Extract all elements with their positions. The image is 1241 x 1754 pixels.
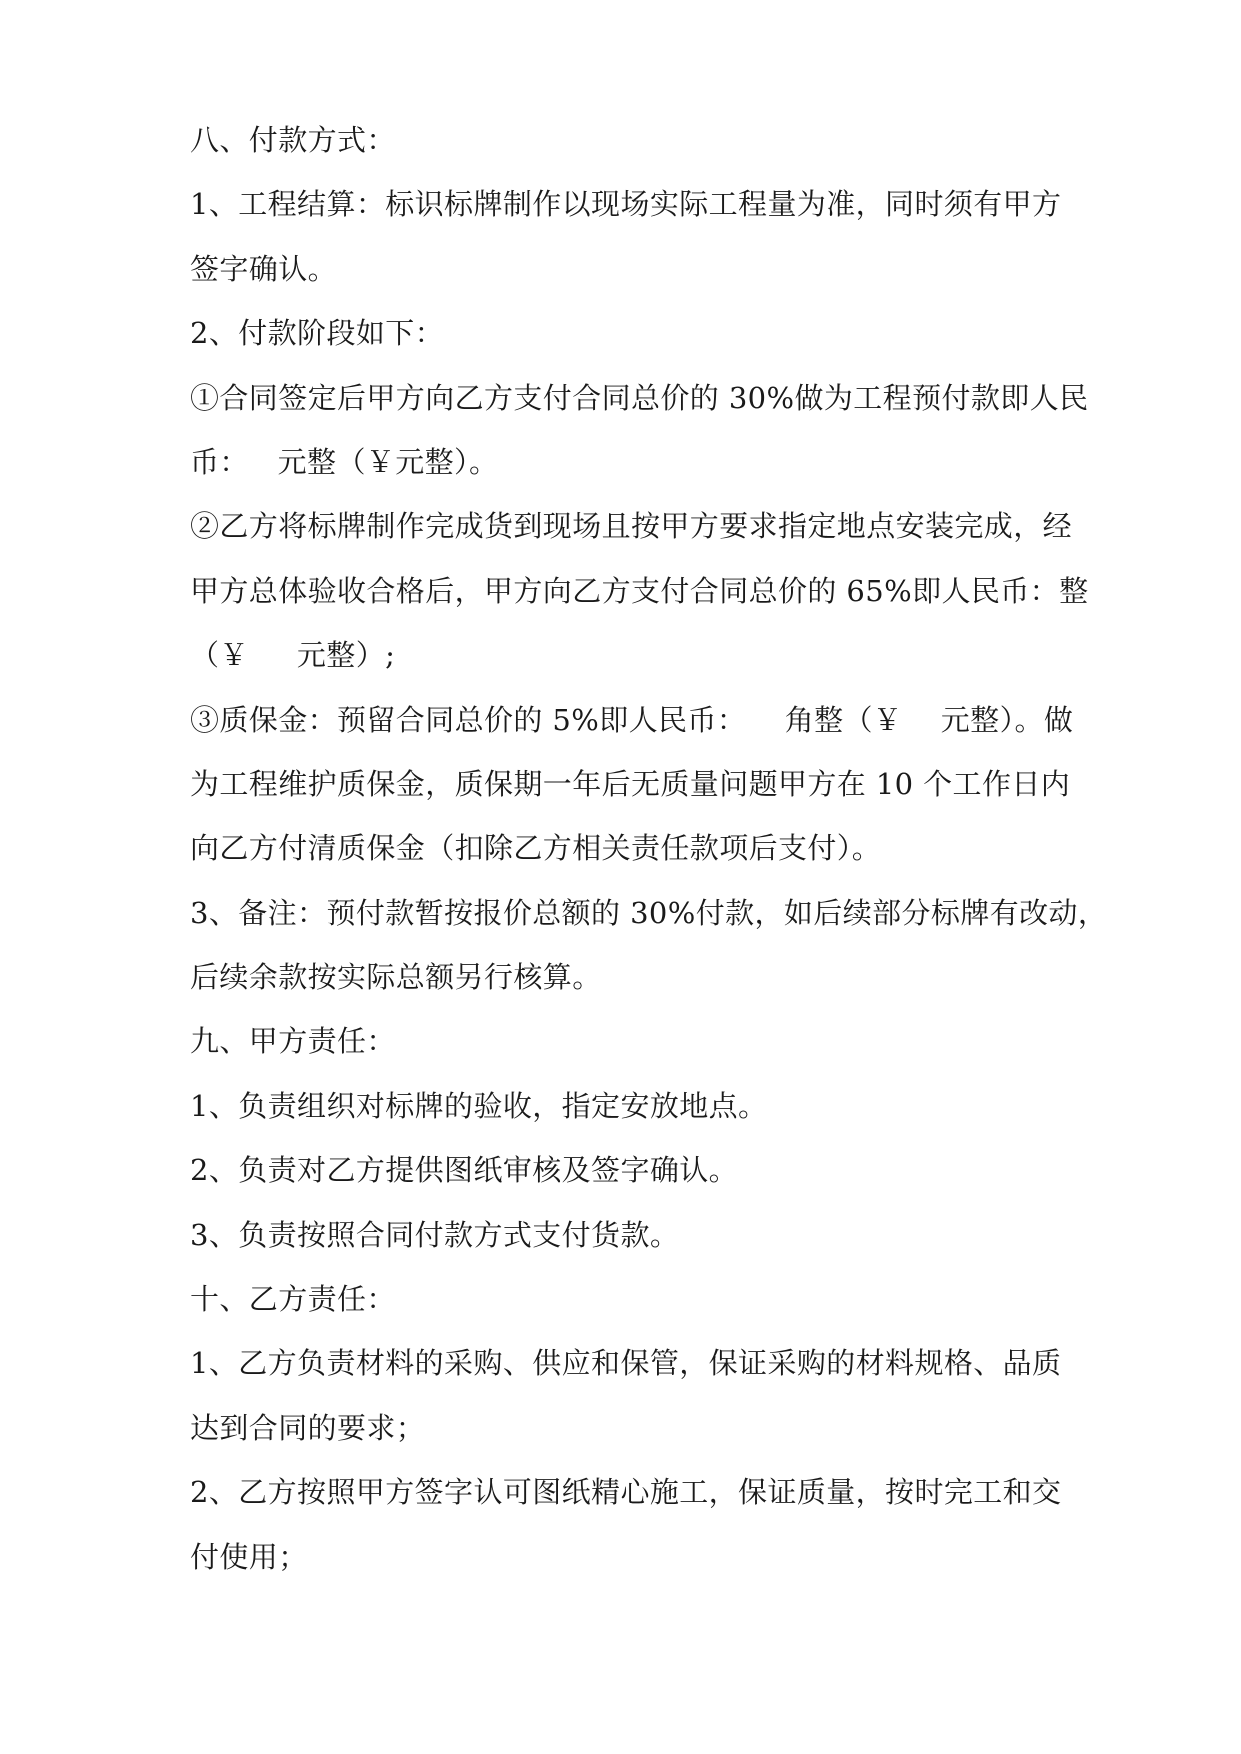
document-body bbox=[190, 108, 1108, 1589]
paragraph-line: 2、负责对乙方提供图纸审核及签字确认。 bbox=[190, 1153, 739, 1188]
paragraph-line: 达到合同的要求； bbox=[190, 1410, 426, 1445]
paragraph-line: ③质保金：预留合同总价的 5%即人民币： 角整（￥ 元整）。做 bbox=[190, 702, 1074, 737]
paragraph-line: 3、负责按照合同付款方式支付货款。 bbox=[190, 1217, 680, 1252]
paragraph-line: 2、乙方按照甲方签字认可图纸精心施工，保证质量，按时完工和交 bbox=[190, 1475, 1062, 1510]
paragraph-line: 币： 元整（￥元整）。 bbox=[190, 444, 499, 479]
paragraph-line: 为工程维护质保金，质保期一年后无质量问题甲方在 10 个工作日内 bbox=[190, 766, 1071, 801]
paragraph-line: 甲方总体验收合格后，甲方向乙方支付合同总价的 65%即人民币：整 bbox=[190, 573, 1089, 608]
paragraph-line: 2、付款阶段如下： bbox=[190, 316, 445, 351]
paragraph-line: 向乙方付清质保金（扣除乙方相关责任款项后支付）。 bbox=[190, 831, 882, 866]
paragraph-line: 后续余款按实际总额另行核算。 bbox=[190, 960, 602, 995]
paragraph-line: ①合同签定后甲方向乙方支付合同总价的 30%做为工程预付款即人民 bbox=[190, 380, 1089, 415]
paragraph-line: 1、工程结算：标识标牌制作以现场实际工程量为准，同时须有甲方 bbox=[190, 187, 1062, 222]
paragraph-line: 付使用； bbox=[190, 1539, 308, 1574]
paragraph-line: 签字确认。 bbox=[190, 251, 338, 286]
paragraph-line: ②乙方将标牌制作完成货到现场且按甲方要求指定地点安装完成，经 bbox=[190, 509, 1073, 544]
paragraph-line: 1、负责组织对标牌的验收，指定安放地点。 bbox=[190, 1088, 768, 1123]
paragraph-line: （￥ 元整）; bbox=[190, 638, 396, 673]
section-heading-party-a: 九、甲方责任： bbox=[190, 1024, 396, 1059]
section-heading-payment: 八、付款方式： bbox=[190, 123, 396, 157]
section-heading-party-b: 十、乙方责任： bbox=[190, 1282, 396, 1317]
paragraph-line: 1、乙方负责材料的采购、供应和保管，保证采购的材料规格、品质 bbox=[190, 1346, 1062, 1381]
paragraph-line: 3、备注：预付款暂按报价总额的 30%付款，如后续部分标牌有改动， bbox=[190, 895, 1108, 930]
